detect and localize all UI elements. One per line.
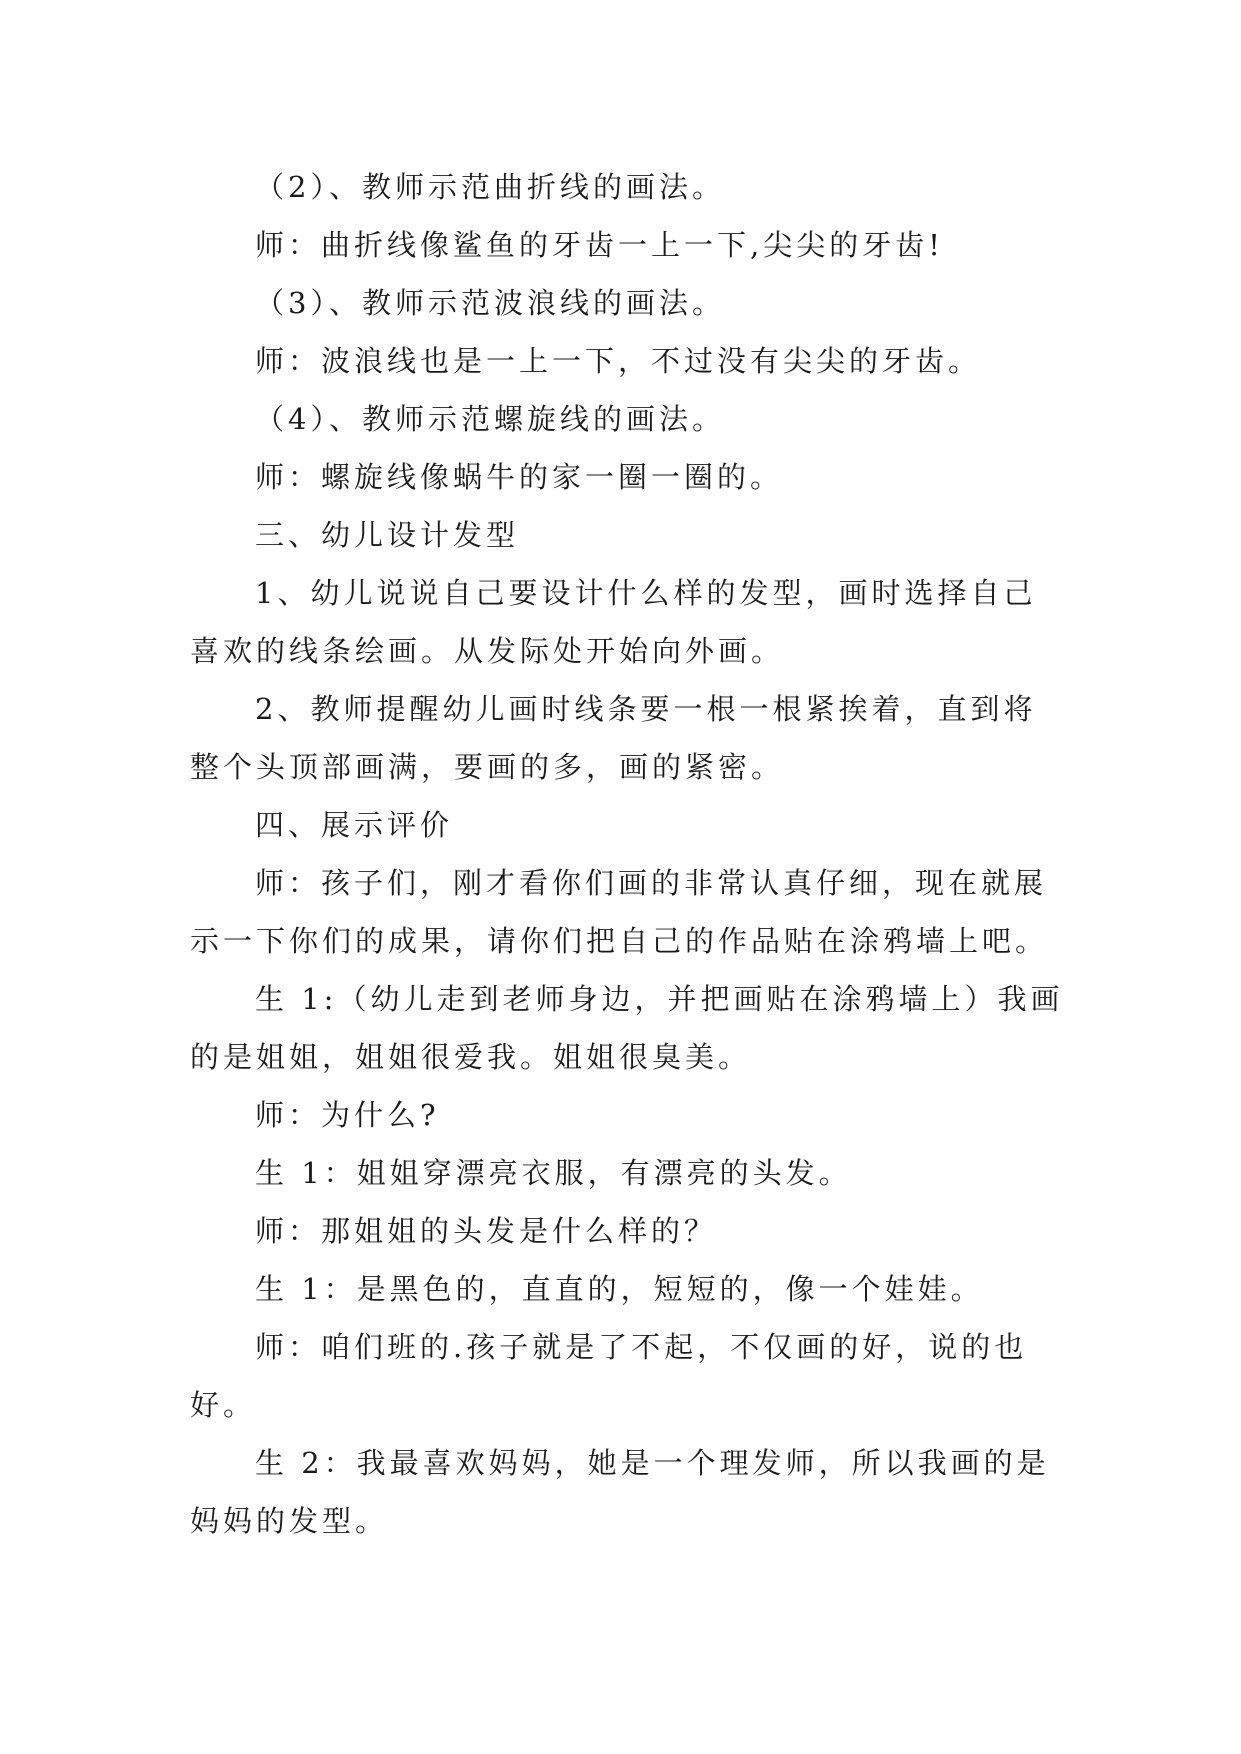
text-line: 生 1：姐姐穿漂亮衣服，有漂亮的头发。 xyxy=(255,1156,852,1190)
text-line: 师：螺旋线像蜗牛的家一圈一圈的。 xyxy=(255,460,784,494)
text-line: 2、教师提醒幼儿画时线条要一根一根紧挨着，直到将 xyxy=(255,692,1037,726)
text-line: 生 1:（幼儿走到老师身边，并把画贴在涂鸦墙上）我画 xyxy=(255,982,1064,1016)
text-line: 示一下你们的成果，请你们把自己的作品贴在涂鸦墙上吧。 xyxy=(190,924,1049,958)
section-heading: 三、幼儿设计发型 xyxy=(255,518,520,552)
text-line: （3）、教师示范波浪线的画法。 xyxy=(255,286,725,320)
text-line: 师：那姐姐的头发是什么样的？ xyxy=(255,1214,718,1248)
text-line: 师：曲折线像鲨鱼的牙齿一上一下,尖尖的牙齿! xyxy=(255,228,944,262)
text-line: 妈妈的发型。 xyxy=(190,1504,389,1538)
text-line: 1、幼儿说说自己要设计什么样的发型，画时选择自己 xyxy=(255,576,1037,610)
text-line: （2）、教师示范曲折线的画法。 xyxy=(255,170,725,204)
text-line: 生 1：是黑色的，直直的，短短的，像一个娃娃。 xyxy=(255,1272,984,1306)
text-line: 喜欢的线条绘画。从发际处开始向外画。 xyxy=(190,634,785,668)
section-heading: 四、展示评价 xyxy=(255,808,454,842)
text-line: 师：孩子们，刚才看你们画的非常认真仔细，现在就展 xyxy=(255,866,1048,900)
text-line: 师：波浪线也是一上一下，不过没有尖尖的牙齿。 xyxy=(255,344,982,378)
text-line: 师：咱们班的.孩子就是了不起，不仅画的好，说的也 xyxy=(255,1330,1028,1364)
text-line: （4）、教师示范螺旋线的画法。 xyxy=(255,402,725,436)
text-line: 好。 xyxy=(190,1388,257,1422)
text-line: 师：为什么? xyxy=(255,1098,440,1132)
text-line: 生 2：我最喜欢妈妈，她是一个理发师，所以我画的是 xyxy=(255,1446,1050,1480)
text-line: 整个头顶部画满，要画的多，画的紧密。 xyxy=(190,750,785,784)
text-line: 的是姐姐，姐姐很爱我。姐姐很臭美。 xyxy=(190,1040,752,1074)
